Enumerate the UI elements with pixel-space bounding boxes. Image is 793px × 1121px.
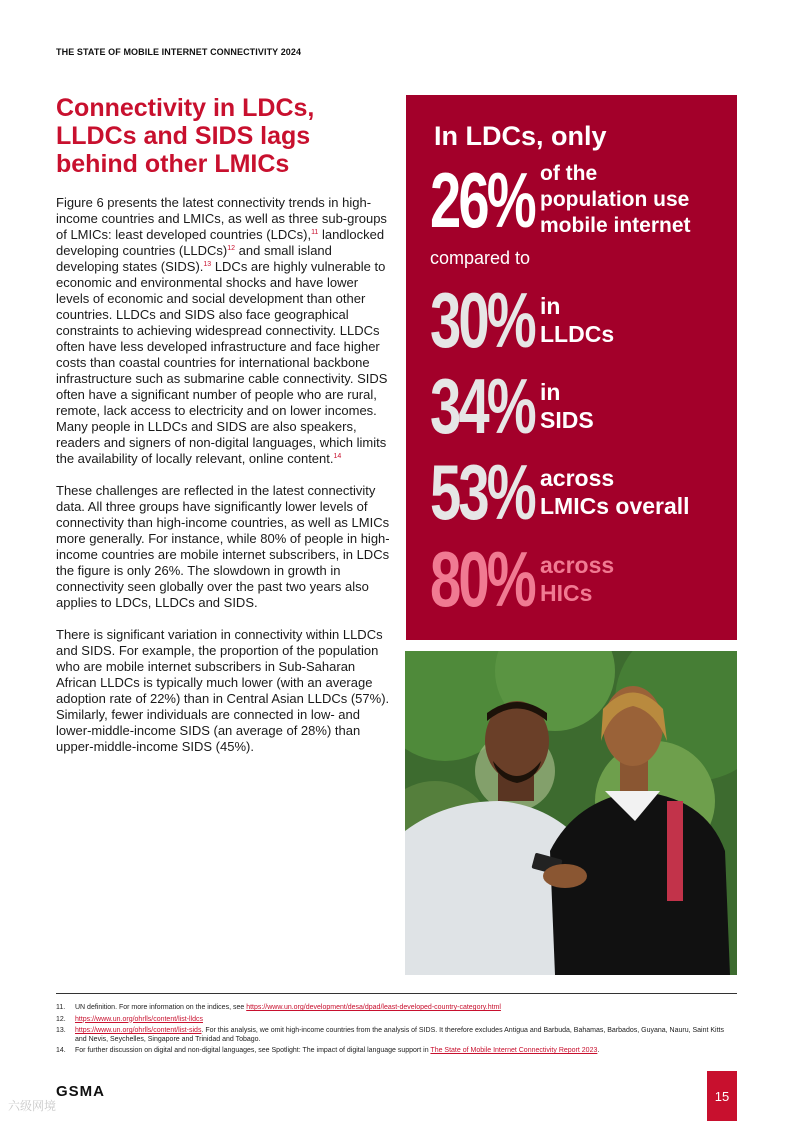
photo-people-using-phone	[405, 651, 737, 975]
body-paragraph: These challenges are reflected in the latest connectivity data. All three groups have significantly lower levels of connectivity than high-income countries, as well as LMICs more generally. For instance, while 80% of people in high-income countries are mobile internet subscribers, in LDCs the figure is only 26%. The slowdown in growth in connectivity seen globally over the past two years also applies to LDCs, LLDCs and SIDS.	[56, 483, 390, 610]
footnote-item: 12. https://www.un.org/ohrlls/content/list-lldcs	[56, 1015, 203, 1023]
footnote-item: 14. For further discussion on digital and non-digital languages, see Spotlight: The impact of digital language support in The State of Mobile Internet Connectivity Report 2023.	[56, 1047, 600, 1054]
watermark: 六级网境	[8, 1099, 57, 1113]
stat-value: 34%	[430, 362, 534, 450]
stat-label: across LMICs overall	[540, 465, 690, 519]
stat-value: 26%	[430, 156, 534, 244]
stat-value: 53%	[430, 448, 534, 536]
stat-value: 80%	[430, 535, 534, 623]
footnote-ref[interactable]: 12	[227, 245, 236, 252]
footnote-ref[interactable]: 11	[311, 229, 319, 236]
gsma-logo: GSMA	[56, 1083, 105, 1100]
footnote-link[interactable]: The State of Mobile Internet Connectivity Report 2023	[430, 1047, 598, 1054]
footnote-item: 11. UN definition. For more information on the indices, see https://www.un.org/development/desa/dpad/least-developed-country-category.html	[56, 1004, 501, 1011]
stat-label: in SIDS	[540, 379, 594, 433]
page-number: 15	[707, 1071, 737, 1121]
body-paragraph: Figure 6 presents the latest connectivity trends in high-income countries and LMICs, as well as three sub-groups of LMICs: least developed countries (LDCs),$^{11}$ landlocked developing countries (LLDCs)$^{12}$ and small island developing states (SIDS).$^{13}$ LDCs are highly vulnerable to economic and environmental shocks and have lower levels of economic and social development than other countries. LLDCs and SIDS also face geographical constraints to achieving widespread connectivity. LLDCs often have less developed infrastructure and face higher costs than coastal countries for international backbone infrastructure such as submarine cable connectivity. SIDS often have a significant number of people who are rural, remote, lack access to electricity and on lower incomes. Many people in LLDCs and SIDS are also speakers, readers and signers of non-digital languages, which limits the availability of locally relevant, online content.$^{14}$	[56, 195, 388, 466]
stat-label: of the population use mobile internet	[540, 162, 691, 237]
callout-intro: In LDCs, only	[434, 121, 607, 151]
footnote-ref[interactable]: 14	[333, 453, 342, 460]
stat-row-lmics	[430, 448, 690, 536]
footnote-item: 13. https://www.un.org/ohrlls/content/list-sids. For this analysis, we omit high-income countries from the analysis of SIDS. It therefore excludes Antigua and Barbuda, Bahamas, Barbados, Guyana, Nauru, Saint Kitts and Nevis, Seychelles, Singapore and Trinidad and Tobago.	[56, 1027, 724, 1043]
footnote-link[interactable]: https://www.un.org/development/desa/dpad/least-developed-country-category.html	[246, 1004, 501, 1011]
footnote-link[interactable]: https://www.un.org/ohrlls/content/list-sids	[75, 1027, 202, 1034]
stat-row-ldcs	[430, 156, 691, 244]
stat-value: 30%	[430, 276, 534, 364]
stat-label: in LLDCs	[540, 293, 615, 347]
footnote-ref[interactable]: 13	[203, 261, 212, 268]
stat-row-lldcs	[430, 276, 615, 364]
body-text-column	[56, 195, 391, 771]
stat-row-hics	[430, 535, 615, 623]
footnotes	[56, 1004, 737, 1059]
stat-row-sids	[430, 362, 594, 450]
footnote-link[interactable]: https://www.un.org/ohrlls/content/list-lldcs	[75, 1015, 203, 1023]
compared-to-label: compared to	[430, 248, 531, 268]
stat-label: across HICs	[540, 552, 615, 606]
footnote-divider	[56, 993, 737, 994]
ldc-stats-callout	[406, 95, 737, 640]
body-paragraph: There is significant variation in connectivity within LLDCs and SIDS. For example, the proportion of the population who are mobile internet subscribers in Sub-Saharan African LLDCs is typically much lower (with an average adoption rate of 22%) than in Central Asian LLDCs (57%). Similarly, fewer individuals are connected in low- and lower-middle-income SIDS (an average of 28%) than upper-middle-income SIDS (45%).	[56, 627, 390, 754]
section-headline: Connectivity in LDCs, LLDCs and SIDS lags behind other LMICs	[56, 94, 315, 178]
running-header: THE STATE OF MOBILE INTERNET CONNECTIVITY 2024	[56, 47, 302, 57]
